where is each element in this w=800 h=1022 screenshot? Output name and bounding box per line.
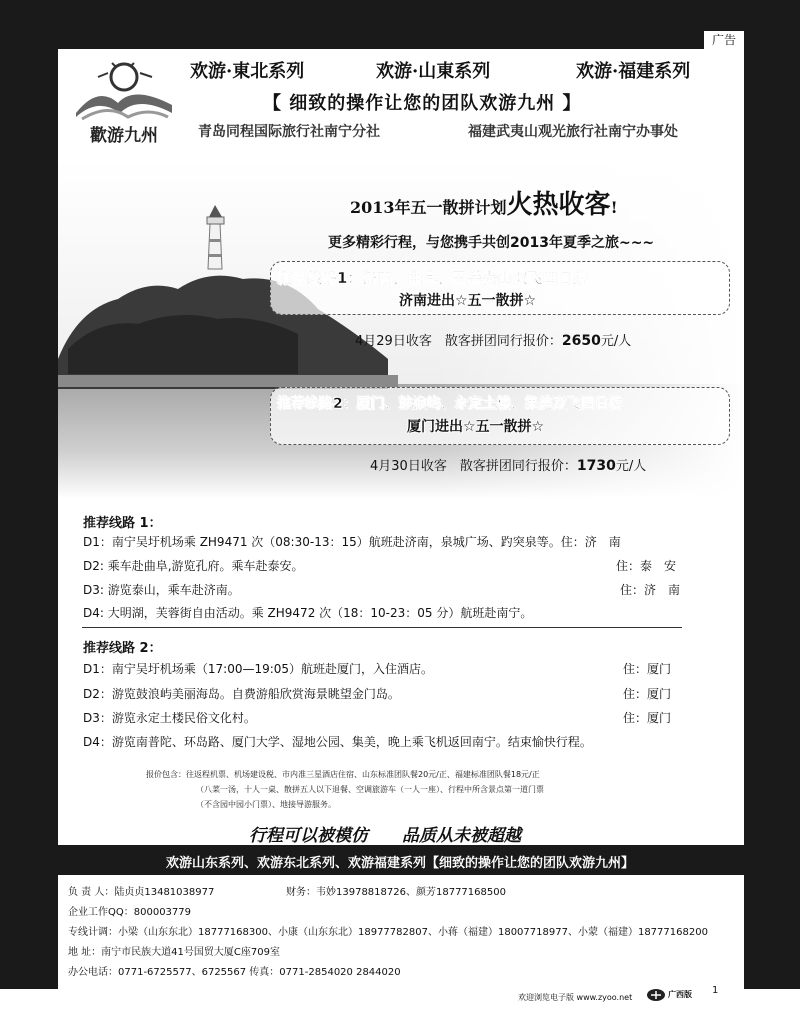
series-dongbei: 欢游·東北系列: [190, 61, 305, 82]
route-2-box: [270, 387, 730, 445]
website-text[interactable]: 欢迎浏览电子版 www.zyoo.net: [518, 993, 633, 1002]
series-fujian: 欢游·福建系列: [576, 61, 691, 82]
contact-manager: 负 责 人：陆贞贞13481038977: [68, 887, 215, 898]
itinerary-2-day-2-stay: 住：厦门: [623, 687, 672, 701]
price-notes-line-3: （不含园中园小门票）、地接导游服务。: [196, 800, 336, 809]
price-notes-line-1: 报价包含：往返程机票、机场建设税、市内准三星酒店住宿、山东标准团队餐20元/正、福建标准团队餐18元/正: [146, 770, 540, 779]
footer-banner: 欢游山东系列、欢游东北系列、欢游福建系列【细致的操作让您的团队欢游九州】: [165, 856, 634, 871]
itinerary-1-day-1: D1：南宁吴圩机场乘 ZH9471 次（08:30-13：15）航班赴济南，泉城广场、趵突泉等。住：济 南: [83, 535, 621, 549]
itinerary-2-day-3-stay: 住：厦门: [623, 711, 672, 725]
route-2-price: 4月30日收客 散客拼团同行报价：1730元/人: [370, 458, 647, 474]
section-divider: [82, 627, 682, 628]
route-2-title: 推荐线路2：厦门、鼓浪屿、永定土楼、集美双飞四日游: [277, 396, 623, 412]
itinerary-2-day-2: D2：游览鼓浪屿美丽海岛。自费游船欣赏海景眺望金门岛。: [83, 687, 400, 701]
route-1-title: 推荐线路1：济南、曲阜、五岳泰山双飞四日游: [277, 269, 588, 287]
plan-subtitle: 更多精彩行程，与您携手共创2013年夏季之旅~~~: [328, 235, 655, 251]
edition-label: 广西版: [668, 990, 692, 999]
company-logo: [68, 55, 180, 147]
slogan: 【 细致的操作让您的团队欢游九州 】: [263, 93, 582, 114]
publisher-logo-icon: [646, 988, 666, 1002]
series-shandong: 欢游·山東系列: [376, 61, 491, 82]
itinerary-1-day-2: D2: 乘车赴曲阜,游览孔府。乘车赴泰安。: [83, 559, 304, 573]
contact-qq: 企业工作QQ：800003779: [68, 907, 192, 918]
itinerary-1-day-2-stay: 住：泰 安: [616, 559, 677, 573]
plan-title: 2013年五一散拼计划火热收客!: [350, 190, 618, 220]
route-1-subtitle: 济南进出☆五一散拼☆: [399, 293, 537, 309]
itinerary-1-day-3: D3: 游览泰山，乘车赴济南。: [83, 583, 240, 597]
itinerary-1-title: 推荐线路 1：: [83, 516, 162, 531]
itinerary-2-day-1-stay: 住：厦门: [623, 662, 672, 676]
agency-qingdao: 青岛同程国际旅行社南宁分社: [198, 124, 380, 140]
contact-finance: 财务：韦妙13978818726、颜芳18777168500: [286, 887, 506, 898]
route-2-subtitle: 厦门进出☆五一散拼☆: [407, 419, 545, 435]
contact-box: [58, 875, 744, 989]
itinerary-2-day-4: D4：游览南普陀、环岛路、厦门大学、湿地公园、集美，晚上乘飞机返回南宁。结束愉快行程。: [83, 735, 592, 749]
itinerary-2-day-1: D1：南宁吴圩机场乘（17:00—19:05）航班赴厦门，入住酒店。: [83, 662, 434, 676]
itinerary-2-title: 推荐线路 2：: [83, 641, 162, 656]
itinerary-2-day-3: D3：游览永定土楼民俗文化村。: [83, 711, 256, 725]
page-number: 1: [712, 985, 719, 996]
route-1-price: 4月29日收客 散客拼团同行报价：2650元/人: [355, 333, 632, 349]
motto: 行程可以被模仿 品质从未被超越: [249, 826, 521, 845]
agency-wuyishan: 福建武夷山观光旅行社南宁办事处: [468, 124, 678, 140]
ad-panel: [58, 49, 744, 845]
route-1-box: [270, 261, 730, 315]
ad-badge: 广告: [704, 31, 744, 49]
price-notes-line-2: （八菜一汤，十人一桌、散拼五人以下退餐、空调旅游车（一人一座）、行程中所含景点第一道门票: [196, 785, 544, 794]
contact-office-phone: 办公电话：0771-6725577、6725567 传真：0771-2854020 2844020: [68, 967, 401, 978]
contact-address: 地 址：南宁市民族大道41号国贸大厦C座709室: [68, 947, 280, 958]
itinerary-1-day-4: D4: 大明湖，芙蓉街自由活动。乘 ZH9472 次（18：10-23：05 分）航班赴南宁。: [83, 606, 533, 620]
svg-text:歡游九州: 歡游九州: [90, 126, 158, 146]
contact-hotline: 专线计调：小梁（山东东北）18777168300、小康（山东东北）18977782807、小蒋（福建）18007718977、小蒙（福建）18777168200: [68, 927, 708, 938]
itinerary-1-day-3-stay: 住：济 南: [620, 583, 681, 597]
